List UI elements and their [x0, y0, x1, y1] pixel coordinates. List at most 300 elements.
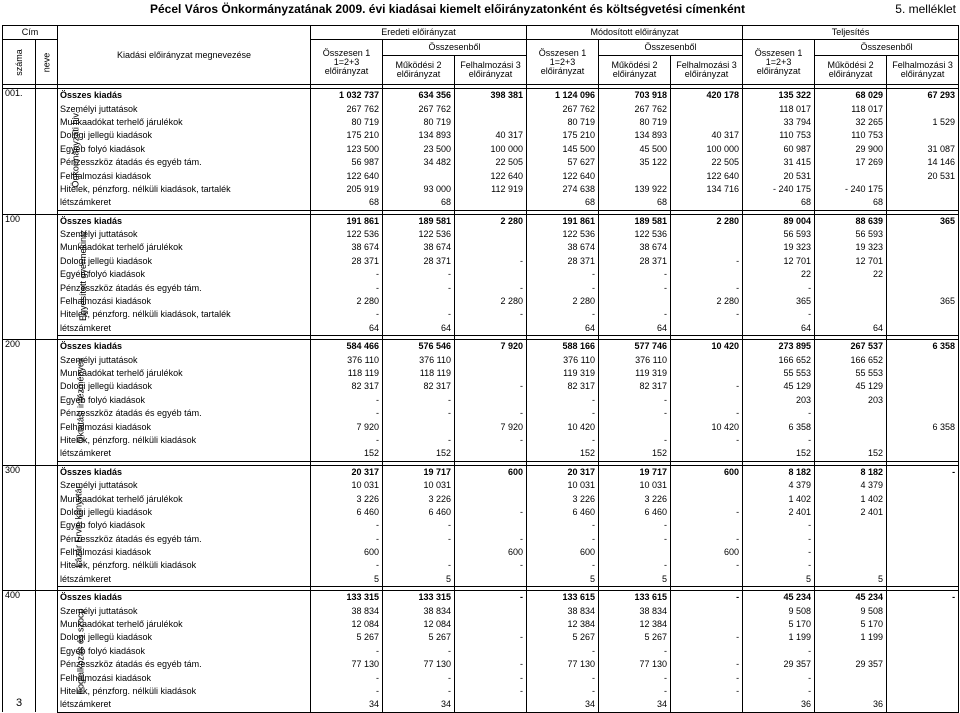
value-cell: [455, 573, 527, 587]
value-cell: 5: [599, 573, 671, 587]
value-cell: 110 753: [815, 129, 887, 142]
value-cell: [887, 618, 959, 631]
value-cell: -: [455, 255, 527, 268]
value-cell: 2 280: [455, 214, 527, 228]
value-cell: -: [599, 434, 671, 447]
value-cell: -: [311, 533, 383, 546]
value-cell: 10 420: [527, 420, 599, 433]
table-row: [3, 228, 959, 241]
value-cell: 45 234: [743, 591, 815, 605]
row-label: Munkaadókat terhelő járulékok: [58, 116, 311, 129]
value-cell: 267 762: [311, 102, 383, 115]
value-cell: [887, 533, 959, 546]
value-cell: 31 087: [887, 143, 959, 156]
value-cell: 600: [455, 465, 527, 479]
row-label: Személyi juttatások: [58, 228, 311, 241]
value-cell: [455, 618, 527, 631]
table-row: [3, 546, 959, 559]
value-cell: -: [743, 407, 815, 420]
value-cell: 703 918: [599, 89, 671, 103]
table-row: [3, 533, 959, 546]
value-cell: -: [383, 281, 455, 294]
value-cell: [815, 559, 887, 572]
value-cell: -: [527, 645, 599, 658]
value-cell: 45 129: [815, 380, 887, 393]
value-cell: 1 199: [815, 631, 887, 644]
value-cell: -: [599, 281, 671, 294]
value-cell: -: [527, 281, 599, 294]
value-cell: -: [743, 281, 815, 294]
value-cell: [671, 241, 743, 254]
value-cell: 68 029: [815, 89, 887, 103]
value-cell: 80 719: [311, 116, 383, 129]
value-cell: 203: [743, 394, 815, 407]
row-label: Személyi juttatások: [58, 353, 311, 366]
table-row: [3, 447, 959, 461]
value-cell: [815, 281, 887, 294]
value-cell: -: [455, 658, 527, 671]
institution-name: Önkormányzati hiv.: [36, 89, 58, 211]
value-cell: 600: [311, 546, 383, 559]
table-row: [3, 281, 959, 294]
row-label: Hitelek, pénzforg. nélküli kiadások: [58, 559, 311, 572]
value-cell: [815, 546, 887, 559]
value-cell: 134 893: [599, 129, 671, 142]
table-row: [3, 295, 959, 308]
value-cell: 89 004: [743, 214, 815, 228]
value-cell: 2 280: [527, 295, 599, 308]
table-header: [3, 26, 959, 85]
value-cell: 12 384: [527, 618, 599, 631]
value-cell: [455, 367, 527, 380]
table-row: [3, 506, 959, 519]
value-cell: [455, 116, 527, 129]
table-row: [3, 604, 959, 617]
value-cell: 82 317: [311, 380, 383, 393]
value-cell: 577 746: [599, 340, 671, 354]
value-cell: 175 210: [311, 129, 383, 142]
value-cell: 10 031: [311, 479, 383, 492]
table-row: [3, 407, 959, 420]
value-cell: 38 674: [599, 241, 671, 254]
value-cell: [887, 447, 959, 461]
row-label: Felhalmozási kiadások: [58, 169, 311, 182]
value-cell: [383, 420, 455, 433]
block-total-row: [3, 340, 959, 354]
value-cell: -: [455, 631, 527, 644]
row-label: Munkaadókat terhelő járulékok: [58, 367, 311, 380]
value-cell: 12 701: [815, 255, 887, 268]
value-cell: [671, 228, 743, 241]
value-cell: -: [671, 281, 743, 294]
table-row: [3, 367, 959, 380]
value-cell: 9 508: [743, 604, 815, 617]
value-cell: -: [671, 685, 743, 698]
page-number: 3: [16, 697, 23, 709]
value-cell: 600: [671, 465, 743, 479]
value-cell: -: [743, 671, 815, 684]
value-cell: 3 226: [311, 492, 383, 505]
value-cell: 152: [527, 447, 599, 461]
value-cell: -: [671, 671, 743, 684]
value-cell: [455, 492, 527, 505]
felhalmozasi-header-modositott: Felhalmozási 3 előirányzat: [671, 55, 743, 84]
row-label: Felhalmozási kiadások: [58, 671, 311, 684]
value-cell: 14 146: [887, 156, 959, 169]
value-cell: [815, 645, 887, 658]
value-cell: 134 893: [383, 129, 455, 142]
value-cell: [671, 604, 743, 617]
row-label: létszámkeret: [58, 196, 311, 210]
value-cell: 5 267: [599, 631, 671, 644]
osszesen-header-eredeti: Összesen 1 1=2+3 előirányzat: [311, 40, 383, 85]
row-label: Dologi jellegü kiadások: [58, 380, 311, 393]
value-cell: -: [599, 671, 671, 684]
value-cell: -: [671, 308, 743, 321]
value-cell: [671, 102, 743, 115]
value-cell: -: [383, 394, 455, 407]
value-cell: 7 920: [311, 420, 383, 433]
value-cell: 56 593: [743, 228, 815, 241]
value-cell: 600: [671, 546, 743, 559]
value-cell: [455, 322, 527, 336]
row-label: Egyéb folyó kiadások: [58, 268, 311, 281]
value-cell: 175 210: [527, 129, 599, 142]
value-cell: 10 031: [599, 479, 671, 492]
value-cell: -: [671, 631, 743, 644]
table-row: [3, 322, 959, 336]
value-cell: 8 182: [743, 465, 815, 479]
value-cell: -: [743, 434, 815, 447]
value-cell: -: [527, 685, 599, 698]
value-cell: [887, 129, 959, 142]
row-label: Személyi juttatások: [58, 604, 311, 617]
value-cell: [815, 685, 887, 698]
value-cell: 1 199: [743, 631, 815, 644]
value-cell: [887, 559, 959, 572]
institution-name: Egyesített gyermekintz: [36, 214, 58, 336]
value-cell: [815, 420, 887, 433]
mukodesi-header-teljesites: Működési 2 előirányzat: [815, 55, 887, 84]
value-cell: [671, 573, 743, 587]
table-row: [3, 573, 959, 587]
value-cell: -: [311, 434, 383, 447]
value-cell: -: [527, 308, 599, 321]
value-cell: 122 536: [599, 228, 671, 241]
value-cell: 12 084: [383, 618, 455, 631]
value-cell: 38 674: [383, 241, 455, 254]
value-cell: 1 124 096: [527, 89, 599, 103]
value-cell: 189 581: [599, 214, 671, 228]
value-cell: [455, 519, 527, 532]
value-cell: -: [671, 559, 743, 572]
value-cell: 57 627: [527, 156, 599, 169]
value-cell: 118 119: [383, 367, 455, 380]
value-cell: -: [311, 519, 383, 532]
value-cell: 4 379: [743, 479, 815, 492]
table-row: [3, 116, 959, 129]
value-cell: 119 319: [599, 367, 671, 380]
table-row: [3, 685, 959, 698]
value-cell: 5: [815, 573, 887, 587]
table-row: [3, 129, 959, 142]
row-label: Egyéb folyó kiadások: [58, 645, 311, 658]
value-cell: -: [527, 394, 599, 407]
row-label: Hitelek, pénzforg. nélküli kiadások, tartalék: [58, 308, 311, 321]
table-row: [3, 698, 959, 712]
institution-code: 200: [3, 340, 36, 462]
value-cell: -: [311, 671, 383, 684]
value-cell: -: [671, 407, 743, 420]
value-cell: 34 482: [383, 156, 455, 169]
value-cell: -: [743, 559, 815, 572]
value-cell: -: [383, 671, 455, 684]
value-cell: 1 402: [815, 492, 887, 505]
row-label: Összes kiadás: [58, 214, 311, 228]
value-cell: [455, 604, 527, 617]
value-cell: 82 317: [527, 380, 599, 393]
table-row: [3, 183, 959, 196]
value-cell: -: [599, 533, 671, 546]
page-header: [0, 0, 960, 18]
value-cell: -: [887, 465, 959, 479]
row-label: Pénzesszköz átadás és egyéb tám.: [58, 281, 311, 294]
row-label: Dologi jellegü kiadások: [58, 631, 311, 644]
value-cell: 8 182: [815, 465, 887, 479]
value-cell: [887, 228, 959, 241]
table-row: [3, 559, 959, 572]
value-cell: 9 508: [815, 604, 887, 617]
row-label: Összes kiadás: [58, 340, 311, 354]
value-cell: 29 357: [743, 658, 815, 671]
value-cell: 22 505: [671, 156, 743, 169]
value-cell: 576 546: [383, 340, 455, 354]
value-cell: -: [455, 533, 527, 546]
value-cell: 123 500: [311, 143, 383, 156]
value-cell: [455, 645, 527, 658]
value-cell: [887, 353, 959, 366]
value-cell: -: [671, 591, 743, 605]
value-cell: 77 130: [527, 658, 599, 671]
value-cell: [455, 698, 527, 712]
value-cell: [671, 322, 743, 336]
value-cell: 203: [815, 394, 887, 407]
value-cell: 3 226: [527, 492, 599, 505]
value-cell: -: [383, 434, 455, 447]
value-cell: 20 317: [527, 465, 599, 479]
value-cell: 34: [527, 698, 599, 712]
table-row: [3, 268, 959, 281]
group-header-modositott: Módosított előirányzat: [527, 26, 743, 40]
row-label: Felhalmozási kiadások: [58, 420, 311, 433]
value-cell: 20 531: [743, 169, 815, 182]
osszesen-header-teljesites: Összesen 1 1=2+3 előirányzat: [743, 40, 815, 85]
value-cell: -: [455, 407, 527, 420]
block-total-row: [3, 465, 959, 479]
value-cell: -: [383, 559, 455, 572]
row-label: Összes kiadás: [58, 465, 311, 479]
value-cell: 80 719: [599, 116, 671, 129]
value-cell: -: [599, 268, 671, 281]
value-cell: 122 536: [311, 228, 383, 241]
value-cell: 3 226: [383, 492, 455, 505]
value-cell: -: [455, 434, 527, 447]
value-cell: 118 017: [743, 102, 815, 115]
value-cell: 20 317: [311, 465, 383, 479]
value-cell: -: [455, 380, 527, 393]
value-cell: 191 861: [527, 214, 599, 228]
value-cell: 38 834: [383, 604, 455, 617]
value-cell: 152: [599, 447, 671, 461]
value-cell: -: [311, 268, 383, 281]
value-cell: 33 794: [743, 116, 815, 129]
block-total-row: [3, 214, 959, 228]
value-cell: 122 640: [311, 169, 383, 182]
value-cell: 2 280: [455, 295, 527, 308]
table-row: [3, 308, 959, 321]
value-cell: 152: [815, 447, 887, 461]
value-cell: 80 719: [383, 116, 455, 129]
value-cell: -: [455, 506, 527, 519]
value-cell: 273 895: [743, 340, 815, 354]
value-cell: 29 900: [815, 143, 887, 156]
table-row: [3, 434, 959, 447]
value-cell: 133 615: [599, 591, 671, 605]
page-title: Pécel Város Önkormányzatának 2009. évi kiadásai kiemelt előirányzatonként és költségvetési címenként: [150, 2, 745, 16]
value-cell: -: [599, 308, 671, 321]
osszesenbol-header-teljesites: Összesenből: [815, 40, 959, 56]
value-cell: 267 762: [527, 102, 599, 115]
value-cell: -: [743, 519, 815, 532]
value-cell: 31 415: [743, 156, 815, 169]
value-cell: [887, 519, 959, 532]
table-row: [3, 645, 959, 658]
row-label: Felhalmozási kiadások: [58, 295, 311, 308]
value-cell: -: [743, 546, 815, 559]
osszesen-header-modositott: Összesen 1 1=2+3 előirányzat: [527, 40, 599, 85]
value-cell: 584 466: [311, 340, 383, 354]
value-cell: 35 122: [599, 156, 671, 169]
row-label: Munkaadókat terhelő járulékok: [58, 618, 311, 631]
value-cell: -: [311, 281, 383, 294]
group-header-teljesites: Teljesítés: [743, 26, 959, 40]
value-cell: [887, 434, 959, 447]
value-cell: 1 402: [743, 492, 815, 505]
row-label: létszámkeret: [58, 573, 311, 587]
value-cell: 28 371: [311, 255, 383, 268]
value-cell: [887, 479, 959, 492]
value-cell: 5 267: [527, 631, 599, 644]
value-cell: 20 531: [887, 169, 959, 182]
value-cell: 23 500: [383, 143, 455, 156]
value-cell: [887, 604, 959, 617]
table-row: [3, 394, 959, 407]
row-label: Egyéb folyó kiadások: [58, 394, 311, 407]
table-row: [3, 169, 959, 182]
value-cell: 38 674: [311, 241, 383, 254]
value-cell: [887, 546, 959, 559]
value-cell: 88 639: [815, 214, 887, 228]
value-cell: 5: [743, 573, 815, 587]
value-cell: [887, 367, 959, 380]
value-cell: 6 460: [383, 506, 455, 519]
value-cell: -: [671, 380, 743, 393]
row-label: Pénzesszköz átadás és egyéb tám.: [58, 658, 311, 671]
value-cell: 110 753: [743, 129, 815, 142]
value-cell: 45 500: [599, 143, 671, 156]
value-cell: [671, 367, 743, 380]
value-cell: [887, 281, 959, 294]
value-cell: 152: [383, 447, 455, 461]
value-cell: -: [455, 308, 527, 321]
value-cell: 166 652: [743, 353, 815, 366]
value-cell: -: [383, 519, 455, 532]
value-cell: 19 717: [599, 465, 671, 479]
value-cell: -: [743, 685, 815, 698]
value-cell: 365: [887, 295, 959, 308]
value-cell: 7 920: [455, 420, 527, 433]
value-cell: [671, 394, 743, 407]
value-cell: 68: [815, 196, 887, 210]
value-cell: 152: [311, 447, 383, 461]
table-row: [3, 102, 959, 115]
value-cell: 365: [887, 214, 959, 228]
value-cell: 2 401: [815, 506, 887, 519]
value-cell: 122 640: [671, 169, 743, 182]
value-cell: 122 640: [527, 169, 599, 182]
row-label: létszámkeret: [58, 698, 311, 712]
value-cell: 22: [815, 268, 887, 281]
value-cell: 152: [743, 447, 815, 461]
value-cell: 133 315: [383, 591, 455, 605]
value-cell: 19 323: [815, 241, 887, 254]
value-cell: 2 280: [671, 214, 743, 228]
felhalmozasi-header-teljesites: Felhalmozási 3 előirányzat: [887, 55, 959, 84]
value-cell: [887, 255, 959, 268]
value-cell: 6 358: [887, 340, 959, 354]
value-cell: -: [743, 533, 815, 546]
value-cell: [887, 685, 959, 698]
value-cell: 45 234: [815, 591, 887, 605]
value-cell: 6 460: [527, 506, 599, 519]
value-cell: 5: [311, 573, 383, 587]
value-cell: 139 922: [599, 183, 671, 196]
value-cell: -: [527, 268, 599, 281]
value-cell: -: [599, 685, 671, 698]
table-row: [3, 196, 959, 210]
value-cell: 267 762: [599, 102, 671, 115]
value-cell: 267 762: [383, 102, 455, 115]
institution-code: 001.: [3, 89, 36, 211]
value-cell: 6 358: [743, 420, 815, 433]
value-cell: [887, 506, 959, 519]
value-cell: 5 170: [743, 618, 815, 631]
value-cell: 7 920: [455, 340, 527, 354]
value-cell: 2 280: [671, 295, 743, 308]
value-cell: -: [599, 645, 671, 658]
value-cell: 133 615: [527, 591, 599, 605]
value-cell: -: [383, 685, 455, 698]
value-cell: -: [671, 506, 743, 519]
value-cell: 40 317: [455, 129, 527, 142]
osszesenbol-header-modositott: Összesenből: [599, 40, 743, 56]
value-cell: [887, 394, 959, 407]
value-cell: 64: [815, 322, 887, 336]
szama-header: száma: [3, 40, 36, 85]
table-row: [3, 380, 959, 393]
value-cell: 166 652: [815, 353, 887, 366]
institution-name: Lázár Ervin könyvtár: [36, 465, 58, 587]
